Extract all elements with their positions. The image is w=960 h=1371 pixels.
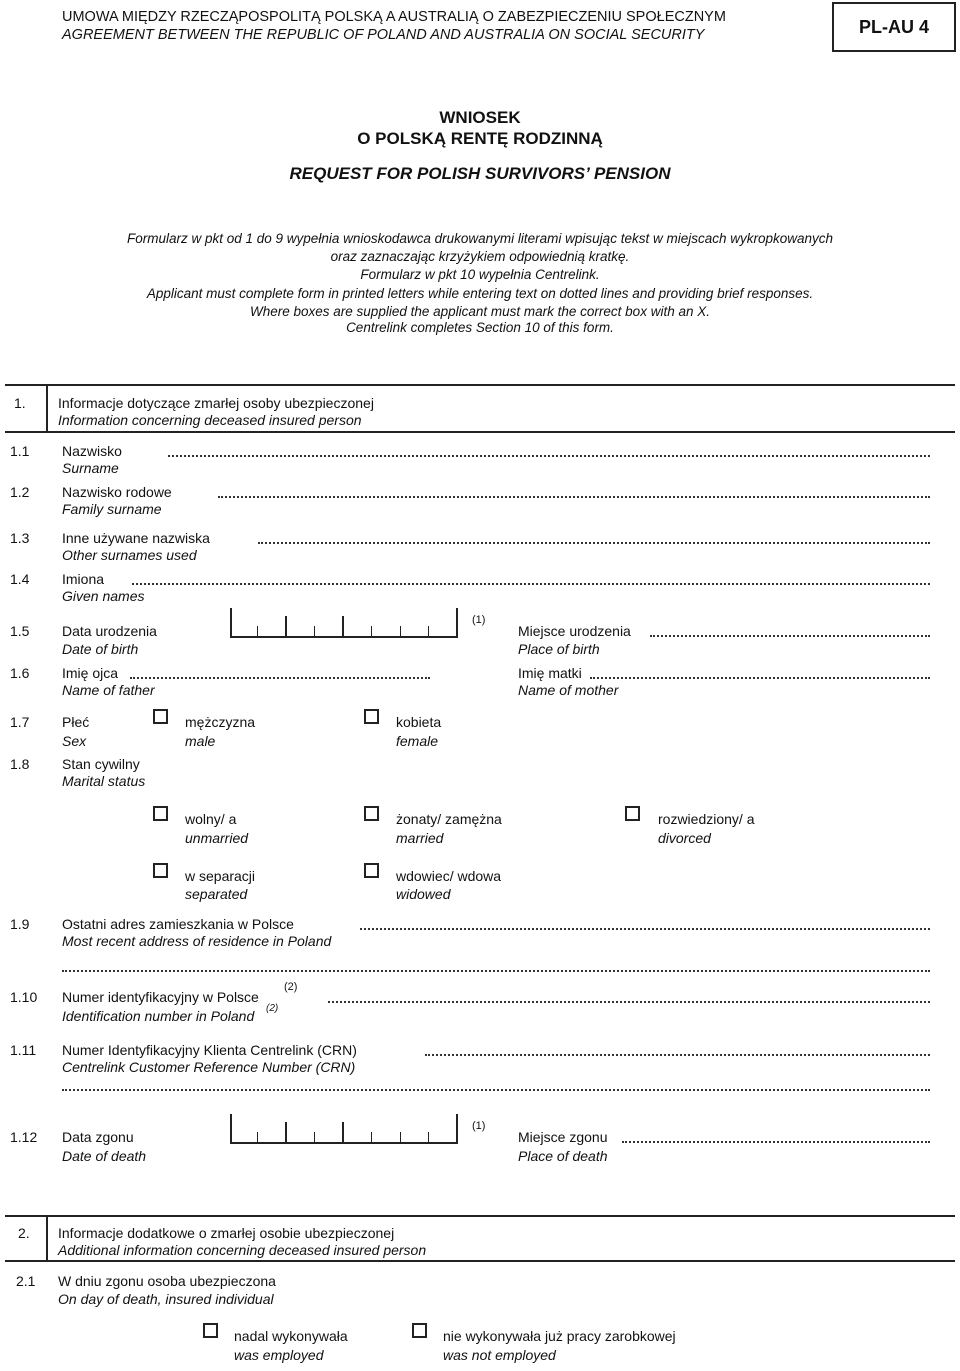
date-of-death-label-en: Date of death: [62, 1148, 147, 1164]
surname-input[interactable]: [168, 455, 930, 457]
field-number: 1.1: [10, 443, 30, 459]
section2-bottom-line: [5, 1260, 955, 1262]
section2-title-pl: Informacje dodatkowe o zmarłej osobie ubezpieczonej: [58, 1225, 395, 1241]
marital-status-label-en: Marital status: [62, 773, 146, 789]
date-of-birth-footnote: (1): [472, 614, 486, 626]
agreement-title-pl: UMOWA MIĘDZY RZECZĄPOSPOLITĄ POLSKĄ A AUSTRALIĄ O ZABEZPIECZENIU SPOŁECZNYM: [62, 9, 726, 25]
address-label: Ostatni adres zamieszkania w Polsce: [62, 916, 294, 932]
date-of-birth-input[interactable]: [230, 608, 458, 638]
address-input[interactable]: [360, 928, 930, 930]
divorced-label-en: divorced: [658, 830, 711, 846]
date-of-death-input[interactable]: [230, 1114, 458, 1144]
section2-top-line: [5, 1215, 955, 1217]
section1-top-line: [5, 384, 955, 386]
female-label: kobieta: [396, 714, 442, 730]
married-label: żonaty/ zamężna: [396, 811, 502, 827]
field-number: 1.3: [10, 530, 30, 546]
place-of-birth-input[interactable]: [650, 635, 930, 637]
not-employed-checkbox[interactable]: [412, 1323, 427, 1338]
female-checkbox[interactable]: [364, 709, 379, 724]
not-employed-label-en: was not employed: [443, 1347, 556, 1363]
widowed-checkbox[interactable]: [364, 863, 379, 878]
title-line1: WNIOSEK: [439, 108, 521, 127]
id-number-footnote: (2): [284, 981, 298, 993]
other-surnames-label-en: Other surnames used: [62, 547, 197, 563]
title-en: REQUEST FOR POLISH SURVIVORS’ PENSION: [289, 164, 671, 183]
place-of-death-label: Miejsce zgonu: [518, 1129, 608, 1145]
male-label: mężczyzna: [185, 714, 256, 730]
marital-status-label: Stan cywilny: [62, 756, 140, 772]
instruction-line: Where boxes are supplied the applicant must mark the correct box with an X.: [250, 304, 710, 319]
address-label-en: Most recent address of residence in Poland: [62, 933, 332, 949]
instruction-line: Formularz w pkt 10 wypełnia Centrelink.: [360, 267, 600, 282]
was-employed-label-en: was employed: [234, 1347, 324, 1363]
mother-name-input[interactable]: [590, 677, 930, 679]
title-line2: O POLSKĄ RENTĘ RODZINNĄ: [357, 129, 603, 148]
father-name-input[interactable]: [130, 677, 430, 679]
instruction-line: oraz zaznaczając krzyżykiem odpowiednią kratkę.: [330, 249, 630, 264]
mother-name-label: Imię matki: [518, 665, 582, 681]
place-of-death-label-en: Place of death: [518, 1148, 608, 1164]
section2-divider: [46, 1215, 48, 1260]
unmarried-label-en: unmarried: [185, 830, 249, 846]
widowed-label-en: widowed: [396, 886, 451, 902]
instruction-line: Applicant must complete form in printed letters while entering text on dotted lines and providing brief responses.: [146, 286, 814, 301]
separated-label-en: separated: [185, 886, 248, 902]
given-names-input[interactable]: [132, 583, 930, 585]
instruction-line: Formularz w pkt od 1 do 9 wypełnia wnioskodawca drukowanymi literami wpisując tekst w miejscach wykropkowanych: [126, 231, 834, 246]
unmarried-label: wolny/ a: [185, 811, 237, 827]
married-checkbox[interactable]: [364, 806, 379, 821]
field-number: 1.7: [10, 714, 30, 730]
place-of-birth-label-en: Place of birth: [518, 641, 600, 657]
place-of-death-input[interactable]: [622, 1141, 930, 1143]
father-name-label-en: Name of father: [62, 682, 155, 698]
field-number: 1.6: [10, 665, 30, 681]
field-number: 1.8: [10, 756, 30, 772]
was-employed-label: nadal wykonywała: [234, 1328, 348, 1344]
date-of-death-footnote: (1): [472, 1120, 486, 1132]
date-of-death-label: Data zgonu: [62, 1129, 134, 1145]
section2-number: 2.: [18, 1225, 30, 1241]
sex-label: Płeć: [62, 714, 90, 730]
married-label-en: married: [396, 830, 444, 846]
other-surnames-label: Inne używane nazwiska: [62, 530, 210, 546]
divorced-label: rozwiedziony/ a: [658, 811, 755, 827]
employment-label: W dniu zgonu osoba ubezpieczona: [58, 1273, 276, 1289]
section1-title-en: Information concerning deceased insured person: [58, 412, 362, 428]
family-surname-input[interactable]: [218, 496, 930, 498]
mother-name-label-en: Name of mother: [518, 682, 619, 698]
field-number: 2.1: [16, 1273, 36, 1289]
section1-title-pl: Informacje dotyczące zmarłej osoby ubezpieczonej: [58, 395, 374, 411]
given-names-label: Imiona: [62, 571, 105, 587]
not-employed-label: nie wykonywała już pracy zarobkowej: [443, 1328, 676, 1344]
father-name-label: Imię ojca: [62, 665, 119, 681]
other-surnames-input[interactable]: [258, 542, 930, 544]
field-number: 1.10: [10, 989, 38, 1005]
agreement-title-en: AGREEMENT BETWEEN THE REPUBLIC OF POLAND AND AUSTRALIA ON SOCIAL SECURITY: [62, 27, 705, 43]
place-of-birth-label: Miejsce urodzenia: [518, 623, 631, 639]
date-of-birth-label-en: Date of birth: [62, 641, 139, 657]
crn-label-en: Centrelink Customer Reference Number (CRN): [62, 1059, 356, 1075]
male-label-en: male: [185, 733, 216, 749]
field-number: 1.12: [10, 1129, 38, 1145]
crn-label: Numer Identyfikacyjny Klienta Centrelink (CRN): [62, 1042, 357, 1058]
section1-divider: [46, 384, 48, 432]
divorced-checkbox[interactable]: [625, 806, 640, 821]
unmarried-checkbox[interactable]: [153, 806, 168, 821]
id-number-footnote-en: (2): [266, 1003, 279, 1014]
surname-label-en: Surname: [62, 460, 119, 476]
female-label-en: female: [396, 733, 439, 749]
sex-label-en: Sex: [62, 733, 87, 749]
field-number: 1.5: [10, 623, 30, 639]
family-surname-label-en: Family surname: [62, 501, 162, 517]
surname-label: Nazwisko: [62, 443, 122, 459]
section1-number: 1.: [14, 395, 26, 411]
address-input-line2[interactable]: [62, 970, 930, 972]
section2-title-en: Additional information concerning deceased insured person: [58, 1242, 427, 1258]
field-number: 1.9: [10, 916, 30, 932]
form-code: PL-AU 4: [832, 2, 956, 52]
id-number-input[interactable]: [328, 1001, 930, 1003]
field-number: 1.2: [10, 484, 30, 500]
was-employed-checkbox[interactable]: [203, 1323, 218, 1338]
family-surname-label: Nazwisko rodowe: [62, 484, 172, 500]
employment-label-en: On day of death, insured individual: [58, 1291, 274, 1307]
section1-bottom-line: [5, 431, 955, 433]
given-names-label-en: Given names: [62, 588, 145, 604]
widowed-label: wdowiec/ wdowa: [396, 868, 502, 884]
field-number: 1.11: [10, 1042, 37, 1058]
crn-input-line2[interactable]: [62, 1089, 930, 1091]
date-of-birth-label: Data urodzenia: [62, 623, 157, 639]
id-number-label-en: Identification number in Poland: [62, 1008, 255, 1024]
male-checkbox[interactable]: [153, 709, 168, 724]
crn-input[interactable]: [425, 1054, 930, 1056]
field-number: 1.4: [10, 571, 30, 587]
separated-label: w separacji: [185, 868, 256, 884]
separated-checkbox[interactable]: [153, 863, 168, 878]
instruction-line: Centrelink completes Section 10 of this form.: [346, 320, 614, 335]
id-number-label: Numer identyfikacyjny w Polsce: [62, 989, 259, 1005]
